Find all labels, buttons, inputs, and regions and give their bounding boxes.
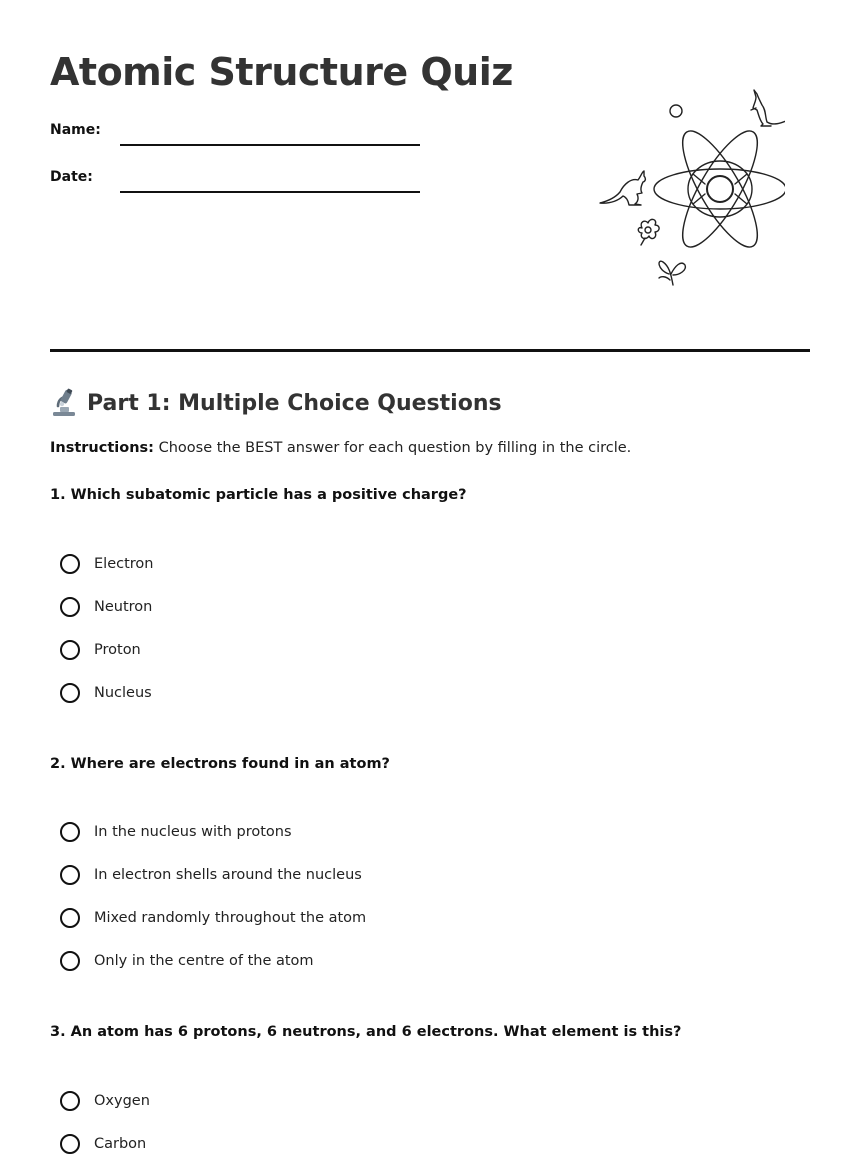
answer-bubble[interactable] <box>60 865 80 885</box>
date-label: Date: <box>50 169 93 185</box>
option-label: Mixed randomly throughout the atom <box>94 910 367 926</box>
option-label: Oxygen <box>94 1093 150 1109</box>
q2-option-d[interactable] <box>60 948 314 974</box>
microscope-icon <box>50 388 78 418</box>
part1-title <box>50 388 502 418</box>
q1-option-a[interactable] <box>60 551 153 577</box>
option-label: Proton <box>94 642 141 658</box>
option-label: Nucleus <box>94 685 152 701</box>
q1-option-b[interactable] <box>60 594 152 620</box>
answer-bubble[interactable] <box>60 908 80 928</box>
answer-bubble[interactable] <box>60 683 80 703</box>
option-label: In the nucleus with protons <box>94 824 292 840</box>
option-label: Electron <box>94 556 154 572</box>
page-title: Atomic Structure Quiz <box>50 50 513 94</box>
q2-option-a[interactable] <box>60 819 292 845</box>
q1-option-c[interactable] <box>60 637 141 663</box>
answer-bubble[interactable] <box>60 640 80 660</box>
option-label: Carbon <box>94 1136 147 1152</box>
option-label: Only in the centre of the atom <box>94 953 314 969</box>
instructions-label: Instructions: <box>50 440 154 456</box>
answer-bubble[interactable] <box>60 822 80 842</box>
name-input-line[interactable] <box>120 144 420 146</box>
part1-title-text: Part 1: Multiple Choice Questions <box>87 390 502 416</box>
q1-option-d[interactable] <box>60 680 152 706</box>
name-label: Name: <box>50 122 101 138</box>
question-2: 2. Where are electrons found in an atom? <box>50 756 390 772</box>
q3-option-a[interactable] <box>60 1088 150 1114</box>
answer-bubble[interactable] <box>60 597 80 617</box>
q3-option-b[interactable] <box>60 1131 146 1157</box>
atom-illustration-icon <box>545 80 785 295</box>
q2-option-b[interactable] <box>60 862 362 888</box>
section-divider <box>50 349 810 352</box>
instructions-text: Choose the BEST answer for each question by filling in the circle. <box>153 440 632 456</box>
answer-bubble[interactable] <box>60 1134 80 1154</box>
instructions <box>50 440 631 456</box>
answer-bubble[interactable] <box>60 554 80 574</box>
answer-bubble[interactable] <box>60 1091 80 1111</box>
date-input-line[interactable] <box>120 191 420 193</box>
option-label: Neutron <box>94 599 153 615</box>
question-1: 1. Which subatomic particle has a positive charge? <box>50 487 467 503</box>
question-3: 3. An atom has 6 protons, 6 neutrons, and 6 electrons. What element is this? <box>50 1024 682 1040</box>
q2-option-c[interactable] <box>60 905 366 931</box>
answer-bubble[interactable] <box>60 951 80 971</box>
option-label: In electron shells around the nucleus <box>94 867 362 883</box>
